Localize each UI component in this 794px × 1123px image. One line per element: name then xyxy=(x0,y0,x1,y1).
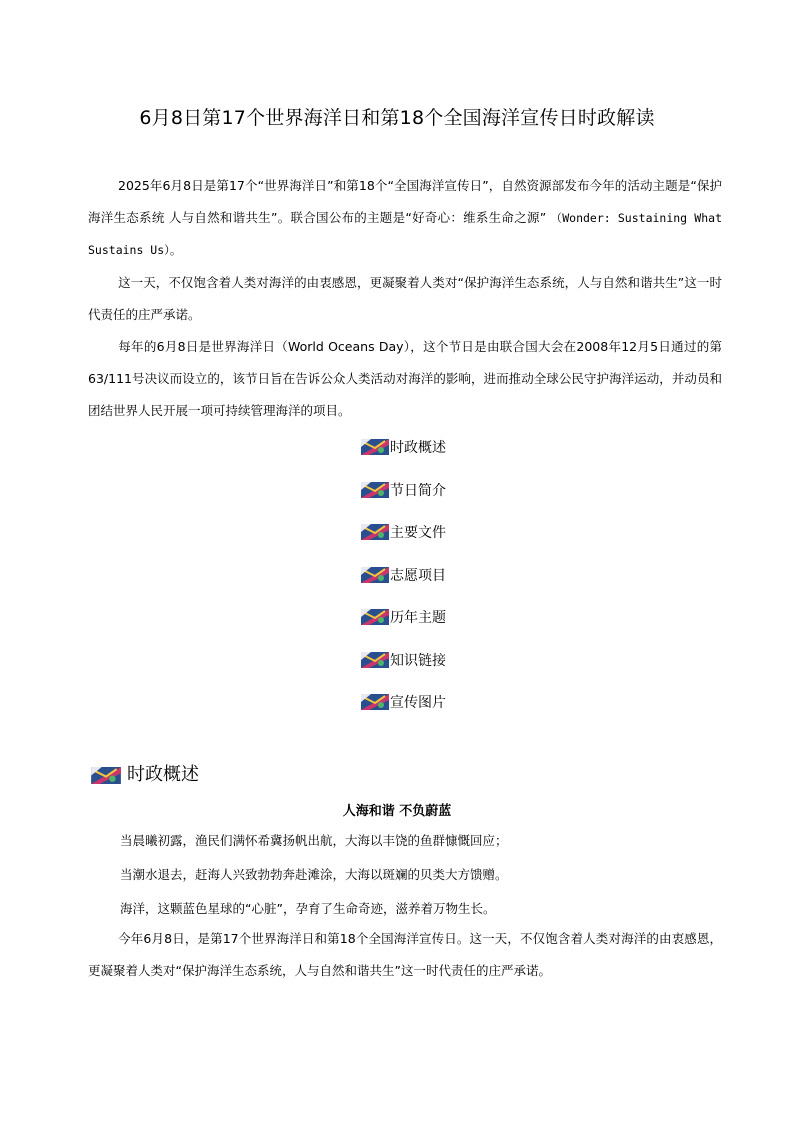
flag-icon xyxy=(361,567,389,583)
toc-item-label: 历年主题 xyxy=(390,610,446,626)
intro-paragraph-3-text: 每年的6月8日是世界海洋日（World Oceans Day），这个节日是由联合国大会在2008年12月5日通过的第63/111号决议而设立的，该节日旨在告诉公众人类活动对海洋的影响，进而推动全球公民守护海洋运动，并动员和团结世界人民开展一项可持续管理海洋的项目。 xyxy=(88,339,722,418)
flag-icon xyxy=(361,482,389,498)
section-subtitle: 人海和谐 不负蔚蓝 xyxy=(342,804,452,819)
toc-item-label: 节日简介 xyxy=(390,482,446,499)
toc-item-label: 时政概述 xyxy=(390,440,446,456)
toc-item-label: 宣传图片 xyxy=(390,695,446,711)
toc-item-images[interactable] xyxy=(361,687,446,717)
flag-icon xyxy=(361,439,389,455)
toc-item-label: 知识链接 xyxy=(390,652,446,669)
section-paragraph xyxy=(88,923,722,987)
section-line-1: 当晨曦初露，渔民们满怀希冀扬帆出航，大海以丰饶的鱼群慷慨回应； xyxy=(120,833,508,848)
section-paragraph-text: 今年6月8日，是第17个世界海洋日和第18个全国海洋宣传日。这一天，不仅饱含着人类对海洋的由衷感恩，更凝聚着人类对“保护海洋生态系统，人与自然和谐共生”这一时代责任的庄严承诺。 xyxy=(88,931,722,978)
intro-paragraph-3 xyxy=(88,331,722,427)
toc-item-themes[interactable] xyxy=(361,602,446,632)
table-of-contents xyxy=(361,432,446,730)
page-title: 6月8日第17个世界海洋日和第18个全国海洋宣传日时政解读 xyxy=(139,107,655,129)
intro-paragraph-2 xyxy=(88,267,722,331)
intro-paragraph-2-text: 这一天，不仅饱含着人类对海洋的由衷感恩，更凝聚着人类对“保护海洋生态系统，人与自然和谐共生”这一时代责任的庄严承诺。 xyxy=(88,275,722,322)
flag-icon xyxy=(361,609,389,625)
flag-icon xyxy=(91,767,121,784)
toc-item-introduction[interactable] xyxy=(361,475,446,505)
toc-item-knowledge[interactable] xyxy=(361,645,446,675)
intro-paragraph-1-text: 2025年6月8日是第17个“世界海洋日”和第18个“全国海洋宣传日”，自然资源部发布今年的活动主题是“保护海洋生态系统 人与自然和谐共生”。联合国公布的主题是“好奇心：维系生命之源” xyxy=(88,178,722,225)
flag-icon xyxy=(361,694,389,710)
section-line-2: 当潮水退去，赶海人兴致勃勃奔赴滩涂，大海以斑斓的贝类大方馈赠。 xyxy=(120,867,508,882)
section-heading xyxy=(91,761,199,789)
intro-paragraph-1 xyxy=(88,170,722,266)
intro-paragraph-1-english: （Wonder: Sustaining What Sustains Us）。 xyxy=(88,211,722,257)
flag-icon xyxy=(361,652,389,668)
toc-item-label: 志愿项目 xyxy=(390,567,446,584)
section-line-3: 海洋，这颗蓝色星球的“心脏”，孕育了生命奇迹，滋养着万物生长。 xyxy=(120,901,496,916)
toc-item-documents[interactable] xyxy=(361,517,446,547)
toc-item-overview[interactable] xyxy=(361,432,446,462)
toc-item-volunteer[interactable] xyxy=(361,560,446,590)
toc-item-label: 主要文件 xyxy=(390,525,446,541)
section-title: 时政概述 xyxy=(127,764,199,785)
flag-icon xyxy=(361,524,389,540)
